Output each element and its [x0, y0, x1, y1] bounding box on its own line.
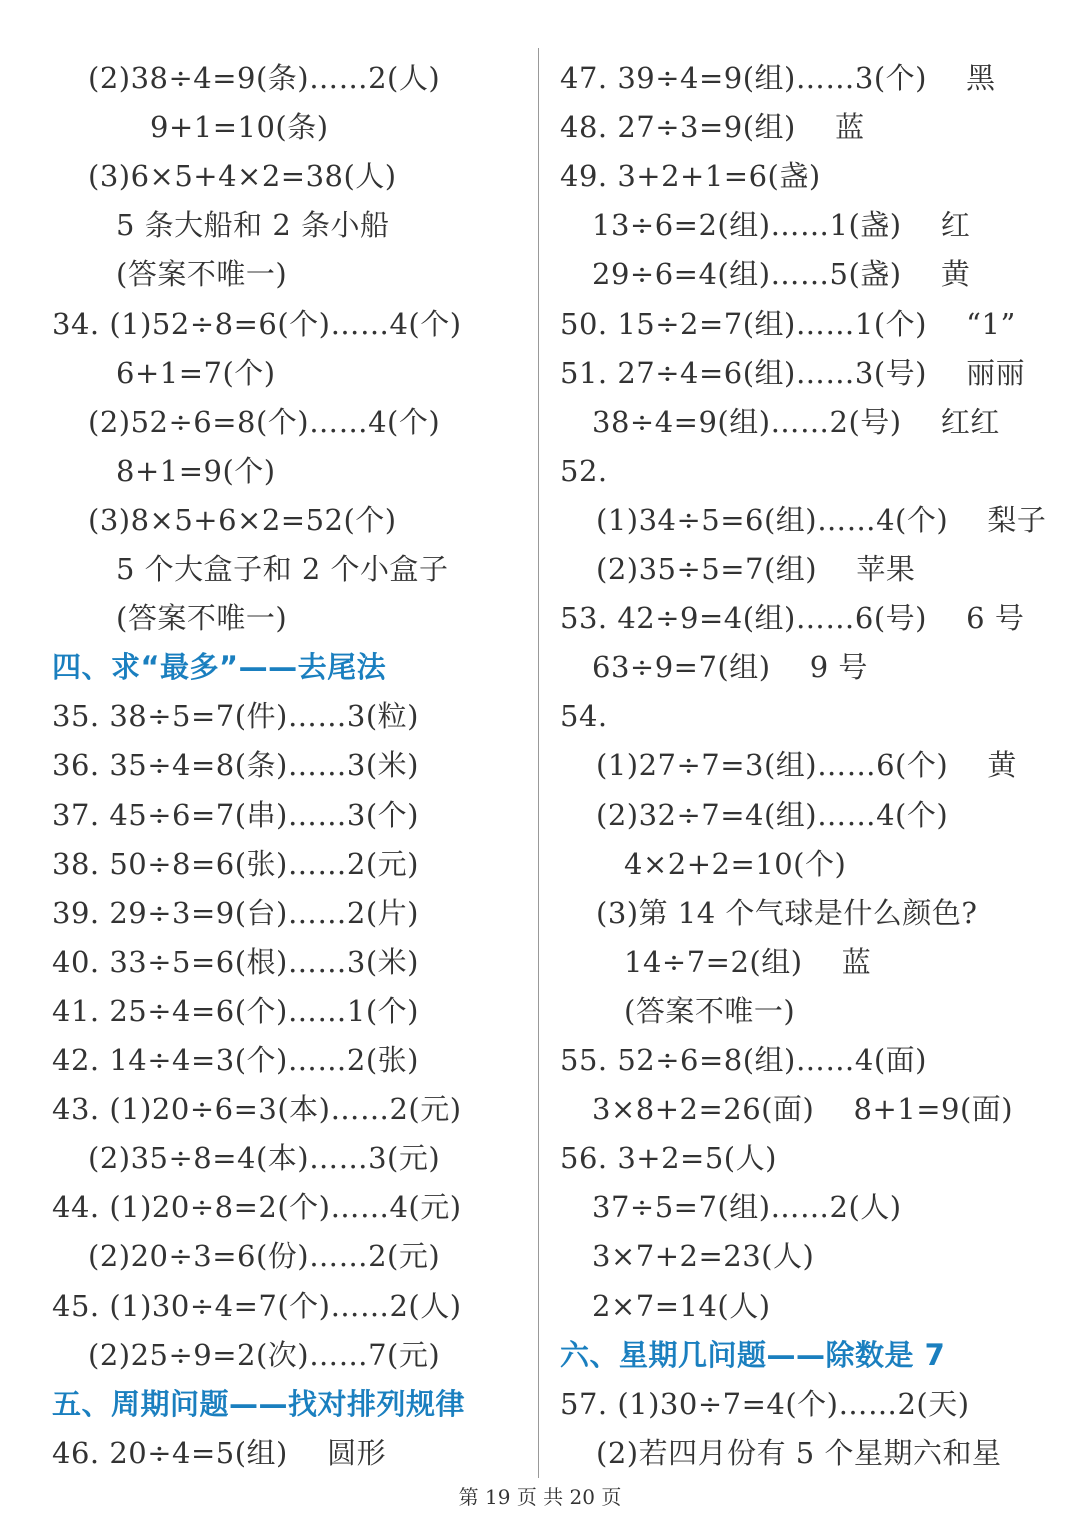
- answer-line: 5 条大船和 2 条小船: [116, 208, 390, 243]
- answer-line: (3)6×5+4×2=38(人): [88, 159, 397, 194]
- answer-line: 5 个大盒子和 2 个小盒子: [116, 552, 449, 586]
- answer-line: 38÷4=9(组)……2(号) 红红: [592, 404, 1000, 439]
- answer-line: 38. 50÷8=6(张)……2(元): [52, 846, 419, 881]
- answer-line: 52.: [560, 453, 608, 488]
- answer-line: 9+1=10(条): [150, 110, 329, 145]
- answer-line: 47. 39÷4=9(组)……3(个) 黑: [560, 61, 996, 95]
- answer-line: 45. (1)30÷4=7(个)……2(人): [52, 1288, 462, 1323]
- answer-line: 54.: [560, 699, 608, 734]
- answer-line: 3×7+2=23(人): [592, 1239, 815, 1274]
- answer-line: 39. 29÷3=9(台)……2(片): [52, 895, 419, 930]
- answer-line: (2)20÷3=6(份)……2(元): [88, 1239, 441, 1274]
- section-heading: 六、星期几问题——除数是 7: [560, 1337, 946, 1372]
- answer-line: 41. 25÷4=6(个)……1(个): [52, 993, 419, 1028]
- answer-line: (3)8×5+6×2=52(个): [88, 502, 397, 537]
- answer-line: 50. 15÷2=7(组)……1(个) “1”: [560, 306, 1016, 341]
- section-heading: 四、求“最多”——去尾法: [52, 650, 387, 685]
- answer-line: 49. 3+2+1=6(盏): [560, 159, 821, 194]
- answer-line: 46. 20÷4=5(组) 圆形: [52, 1435, 387, 1470]
- answer-line: 29÷6=4(组)……5(盏) 黄: [592, 257, 971, 292]
- answer-line: (答案不唯一): [624, 993, 796, 1028]
- answer-line: 36. 35÷4=8(条)……3(米): [52, 748, 419, 783]
- answer-line: 40. 33÷5=6(根)……3(米): [52, 944, 419, 979]
- section-heading: 五、周期问题——找对排列规律: [52, 1386, 466, 1421]
- answer-line: 13÷6=2(组)……1(盏) 红: [592, 208, 971, 243]
- answer-line: 56. 3+2=5(人): [560, 1141, 777, 1176]
- answer-line: 57. (1)30÷7=4(个)……2(天): [560, 1386, 970, 1421]
- answer-line: 35. 38÷5=7(件)……3(粒): [52, 699, 419, 734]
- answer-line: 42. 14÷4=3(个)……2(张): [52, 1043, 419, 1077]
- answer-line: (2)32÷7=4(组)……4(个): [596, 797, 949, 832]
- answer-line: 2×7=14(人): [592, 1288, 771, 1323]
- answer-line: (答案不唯一): [116, 601, 288, 636]
- answer-line: 34. (1)52÷8=6(个)……4(个): [52, 306, 462, 341]
- answer-line: 8+1=9(个): [116, 453, 276, 488]
- answer-line: 4×2+2=10(个): [624, 846, 847, 881]
- answer-line: (2)52÷6=8(个)……4(个): [88, 404, 441, 439]
- answer-line: (答案不唯一): [116, 257, 288, 292]
- answer-line: 63÷9=7(组) 9 号: [592, 650, 868, 685]
- answer-line: 44. (1)20÷8=2(个)……4(元): [52, 1190, 462, 1225]
- answer-line: 14÷7=2(组) 蓝: [624, 944, 872, 979]
- answer-line: 55. 52÷6=8(组)……4(面): [560, 1043, 927, 1077]
- answer-line: 3×8+2=26(面) 8+1=9(面): [592, 1092, 1014, 1127]
- answer-line: (2)25÷9=2(次)……7(元): [88, 1337, 441, 1372]
- answer-line: (1)34÷5=6(组)……4(个) 梨子: [596, 502, 1047, 537]
- column-divider: [538, 48, 539, 1478]
- answer-line: 53. 42÷9=4(组)……6(号) 6 号: [560, 601, 1025, 636]
- answer-line: (2)35÷5=7(组) 苹果: [596, 552, 916, 586]
- page-footer: 第 19 页 共 20 页: [458, 1485, 622, 1509]
- answer-line: (2)38÷4=9(条)……2(人): [88, 61, 441, 95]
- answer-line: 43. (1)20÷6=3(本)……2(元): [52, 1092, 462, 1127]
- answer-line: 6+1=7(个): [116, 355, 276, 390]
- answer-line: 51. 27÷4=6(组)……3(号) 丽丽: [560, 355, 1026, 390]
- answer-line: (1)27÷7=3(组)……6(个) 黄: [596, 748, 1017, 783]
- answer-line: (2)35÷8=4(本)……3(元): [88, 1141, 441, 1176]
- answer-line: 37÷5=7(组)……2(人): [592, 1190, 902, 1225]
- answer-line: (3)第 14 个气球是什么颜色?: [596, 895, 978, 930]
- answer-line: (2)若四月份有 5 个星期六和星: [596, 1435, 1002, 1470]
- answer-line: 37. 45÷6=7(串)……3(个): [52, 797, 419, 832]
- answer-line: 48. 27÷3=9(组) 蓝: [560, 110, 865, 145]
